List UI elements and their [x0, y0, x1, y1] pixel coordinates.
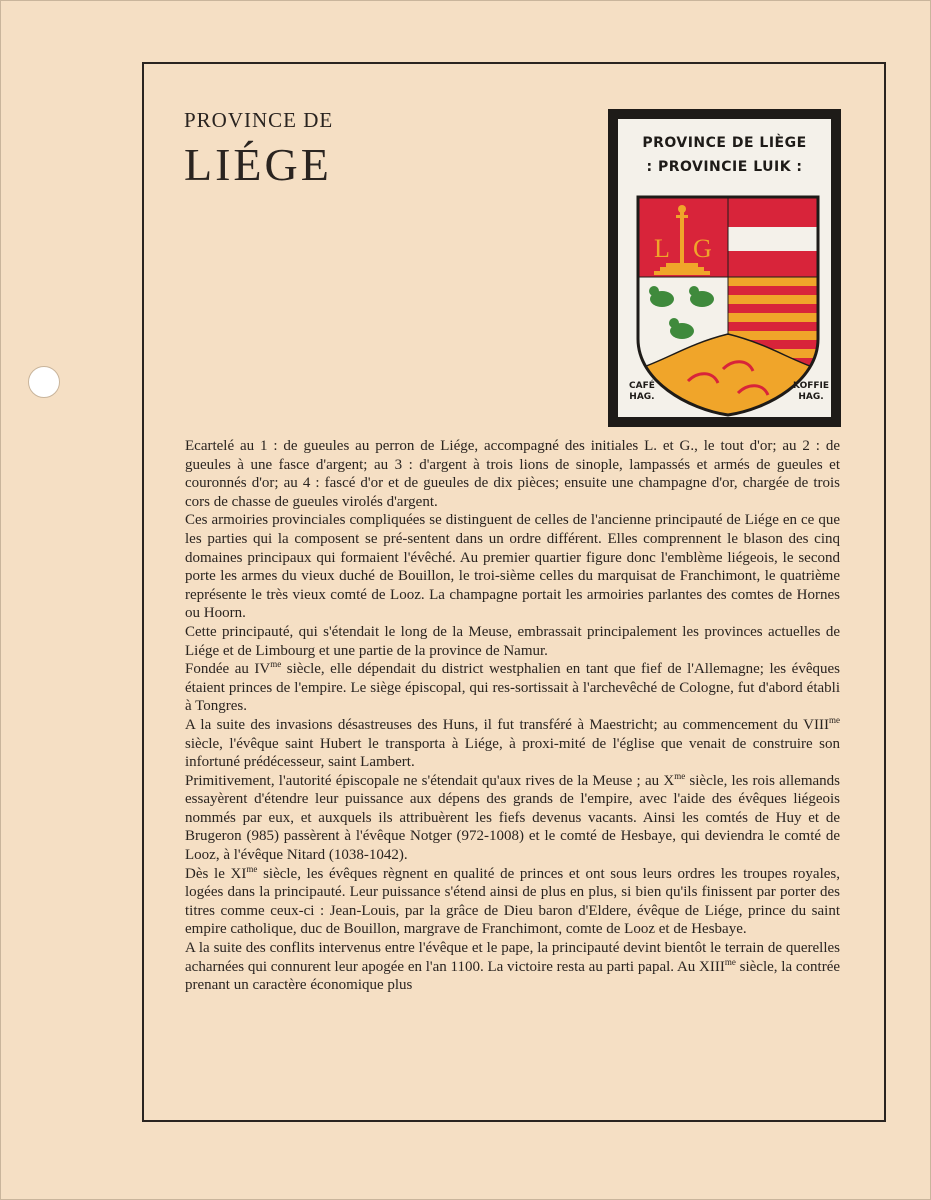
fess-argent	[728, 227, 818, 251]
initial-l: L	[654, 234, 670, 263]
paragraph-invasions	[185, 716, 840, 772]
paragraph-conflits	[185, 939, 840, 995]
text-span: siècle, les rois allemands essayèrent d'étendre leur puissance aux dépens des grands de l'empire, avec l'aide des évêques liégeois nommés par eux, et auxquels ils attribuèrent les fiefs devenus vacants. Ainsi les comtés de Huy et de Brugeron (985) passèrent à l'évêque Notger (972-1008) et le comté de Hesbaye, qui deviendra le comté de Looz, à l'évêque Nitard (1038-1042).	[185, 772, 840, 864]
text-span: siècle, l'évêque saint Hubert le transporta à Liége, à proxi-mité de l'église que venait de construire son infortuné prédécesseur, saint Lambert.	[185, 735, 840, 771]
superscript: me	[829, 714, 840, 725]
stamp-title-dutch: : PROVINCIE LUIK :	[646, 159, 803, 175]
corner-right-line2: HAG.	[798, 392, 824, 402]
text-span: A la suite des invasions désastreuses des Huns, il fut transféré à Maestricht; au commencement du VIII	[185, 716, 829, 733]
text-span: siècle, elle dépendait du district westphalien en tant que fief de l'Allemagne; les évêques étaient princes de l'empire. Le siège épiscopal, qui res-sortissait à l'archevêché de Cologne, fut d'abord établi à Tongres.	[185, 661, 840, 715]
paragraph-armoiries: Ces armoiries provinciales compliquées se distinguent de celles de l'ancienne principauté de Liége en ce que les parties qui la composent se pré-sentent dans un ordre différent. Elles comprennent le blason des cinq domaines principaux qui formaient l'évêché. Au premier quartier figure donc l'emblème liégeois, le second porte les armes du vieux duché de Bouillon, le troi-sième celles du marquisat de Franchimont, le quatrième représente le très vieux comté de Looz. La champagne portait les armoiries parlantes des comtes de Hornes ou Hoorn.	[185, 512, 840, 622]
heading-subtitle: PROVINCE DE	[184, 108, 334, 132]
text-span: siècle, les évêques règnent en qualité de princes et ont sous leurs ordres les troupes royales, logées dans la principauté. Leur puissance s'étend ainsi de plus en plus, si bien qu'ils finissent par porter des titres comme ceux-ci : Jean-Louis, par la grâce de Dieu baron d'Eldere, évêque de Liége, prince du saint empire catholique, duc de Bouillon, margrave de Franchimont, comte de Looz et de Hesbaye.	[185, 865, 840, 938]
paragraph-blazon: Ecartelé au 1 : de gueules au perron de Liége, accompagné des initiales L. et G., le tout d'or; au 2 : de gueules à une fasce d'argent; au 3 : d'argent à trois lions de sinople, lampassés et armés de gueules et couronnés d'or; au 4 : fascé d'or et de gueules de dix pièces; ensuite une champagne d'or, chargée de trois cors de chasse de gueules virolés d'argent.	[185, 438, 840, 510]
text-span: siècle, la contrée prenant un caractère économique plus	[185, 958, 841, 994]
stamp-corner-left	[629, 381, 655, 403]
coat-of-arms-stamp	[608, 109, 841, 427]
paragraph-princes	[185, 865, 840, 939]
paragraph-autorite	[185, 772, 840, 865]
corner-left-line1: CAFÉ	[629, 381, 655, 391]
text-span: Primitivement, l'autorité épiscopale ne s'étendait qu'aux rives de la Meuse ; au X	[185, 772, 675, 789]
text-span: A la suite des conflits intervenus entre l'évêque et le pape, la principauté devint bientôt le terrain de querelles acharnées qui connurent leur apogée en l'an 1100. La victoire resta au parti papal. Au XIII	[185, 940, 840, 975]
punch-hole	[28, 366, 60, 398]
superscript: me	[270, 659, 282, 670]
coat-of-arms-shield	[618, 119, 831, 417]
corner-right-line1: KOFFIE	[793, 381, 830, 391]
page-title: LIÉGE	[184, 139, 332, 190]
initial-g: G	[693, 234, 712, 263]
text-span: Dès le XI	[185, 865, 247, 882]
text-span: Fondée au IV	[185, 661, 271, 678]
paragraph-fondation	[185, 660, 840, 716]
corner-left-line2: HAG.	[629, 392, 655, 402]
article-body	[185, 437, 840, 995]
stamp-corner-right	[793, 381, 829, 403]
paragraph-principaute: Cette principauté, qui s'étendait le long de la Meuse, embrassait principalement les provinces actuelles de Liége et de Limbourg et une partie de la province de Namur.	[185, 623, 840, 659]
stamp-paper	[618, 119, 831, 417]
superscript: me	[724, 956, 736, 967]
superscript: me	[246, 863, 258, 874]
stamp-title-french: PROVINCE DE LIÈGE	[642, 135, 807, 151]
superscript: me	[674, 770, 686, 781]
